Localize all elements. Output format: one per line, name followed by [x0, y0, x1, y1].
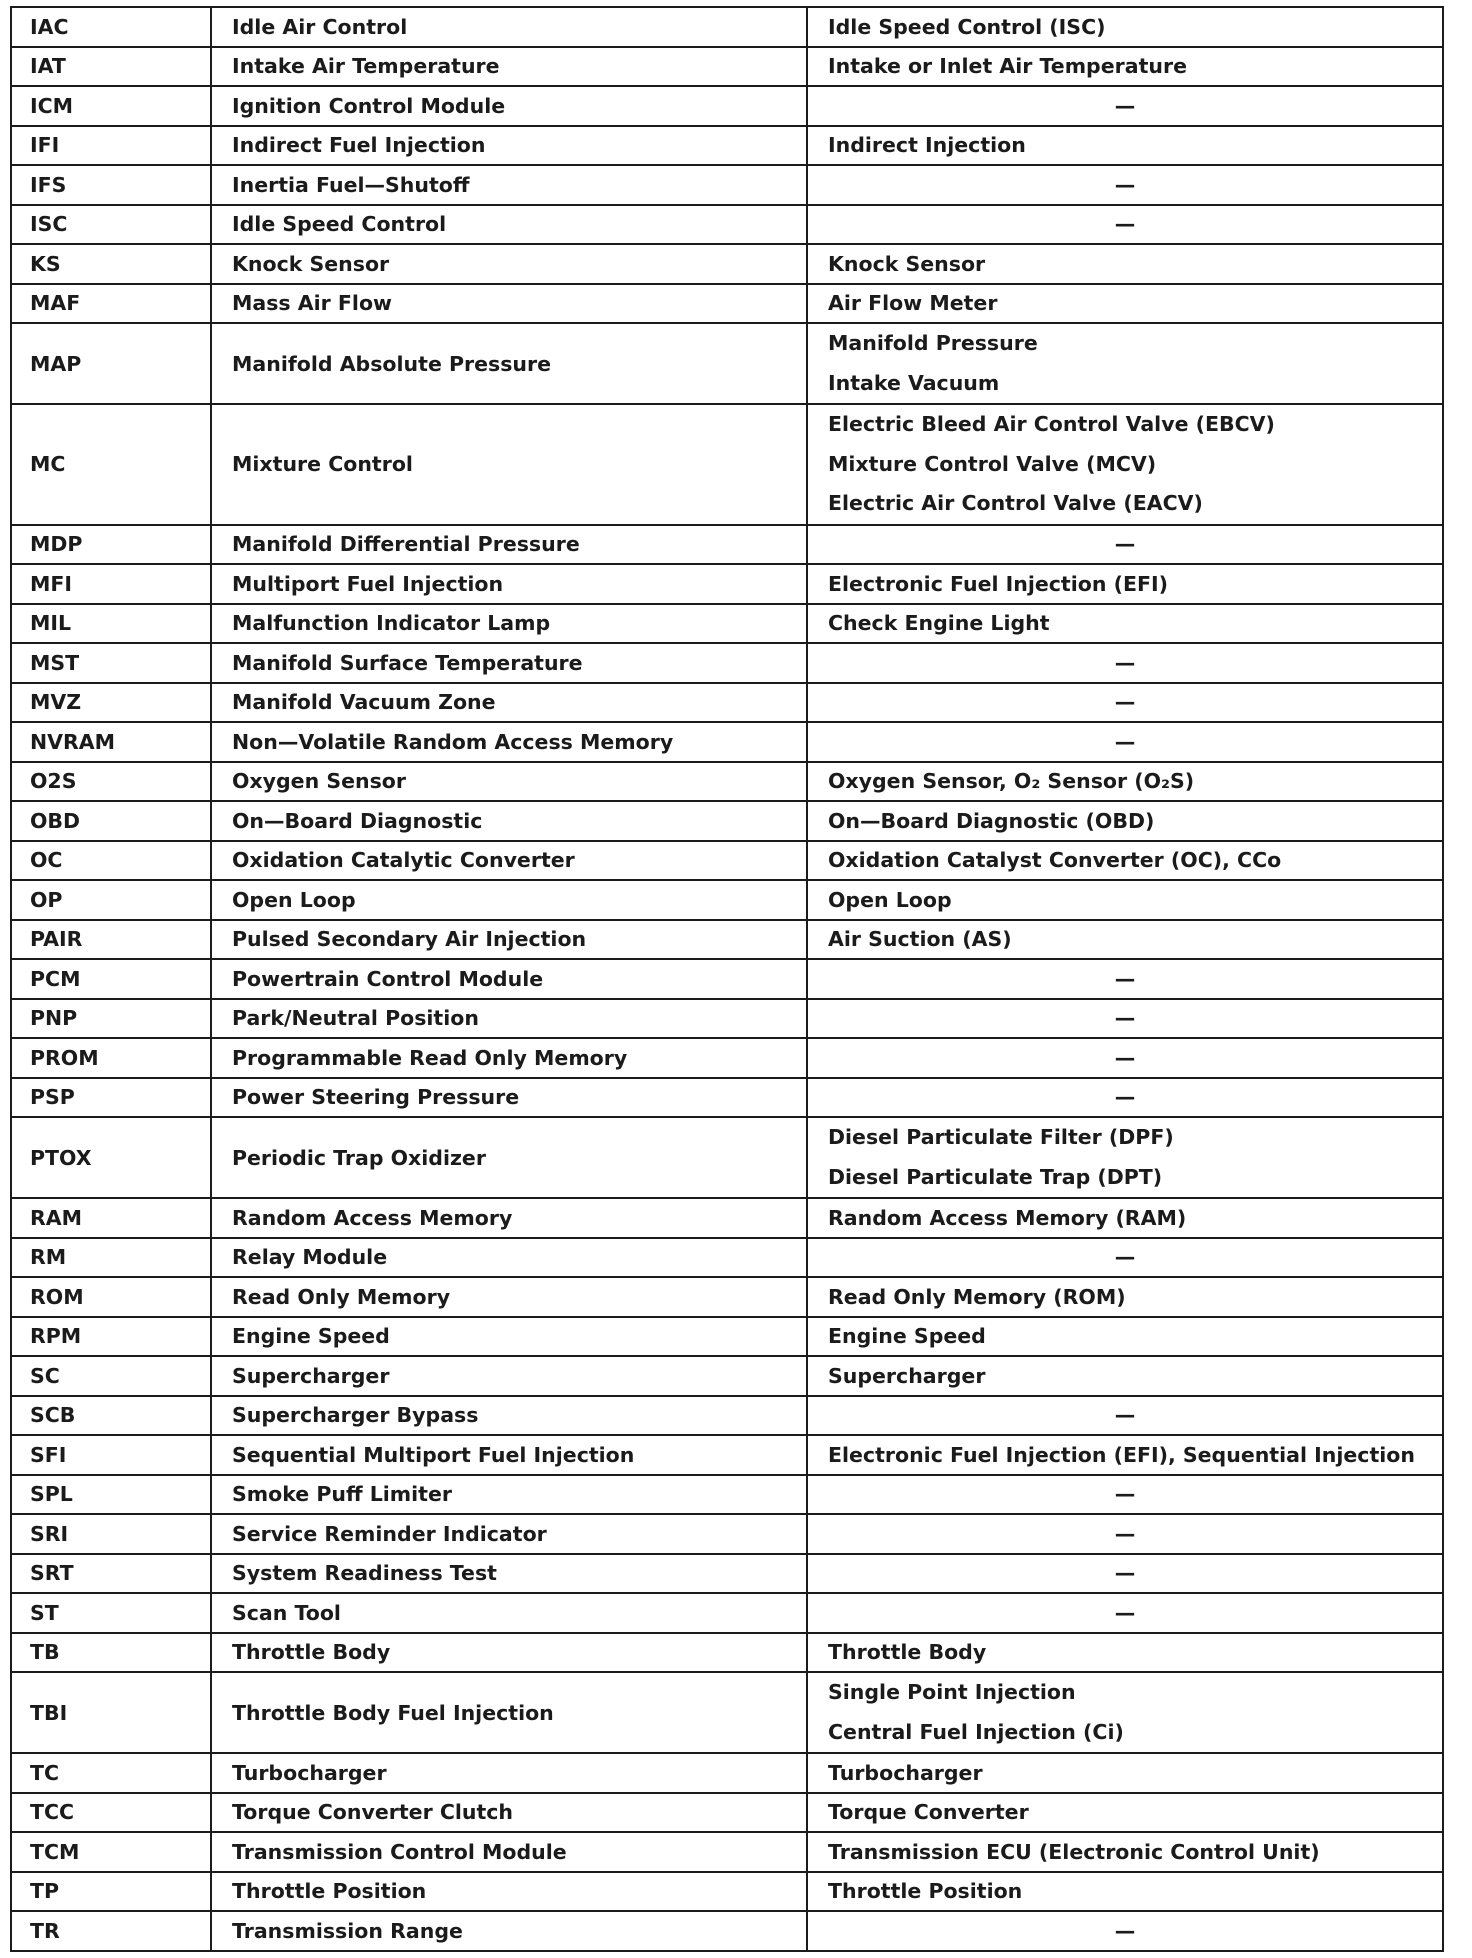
not-applicable-dash: —	[1114, 1918, 1136, 1943]
abbreviation-cell: PSP	[11, 1078, 211, 1118]
equivalent-term: Transmission ECU (Electronic Control Unit)	[828, 1839, 1320, 1864]
equivalent-term-cell	[807, 564, 1443, 604]
term-cell: Knock Sensor	[211, 244, 807, 284]
abbreviation-cell: OP	[11, 880, 211, 920]
table-row	[11, 1793, 1443, 1833]
abbreviation-cell: MFI	[11, 564, 211, 604]
table-row	[11, 604, 1443, 644]
not-applicable-dash: —	[1114, 729, 1136, 754]
term-cell: Manifold Vacuum Zone	[211, 683, 807, 723]
not-applicable-dash: —	[1114, 212, 1136, 237]
equivalent-term-cell	[807, 880, 1443, 920]
equivalent-term-cell	[807, 7, 1443, 47]
equivalent-term-cell	[807, 86, 1443, 126]
abbreviation-cell: KS	[11, 244, 211, 284]
abbreviation-cell: MVZ	[11, 683, 211, 723]
table-row	[11, 1911, 1443, 1951]
equivalent-term: Intake or Inlet Air Temperature	[828, 54, 1187, 79]
table-row	[11, 1872, 1443, 1912]
table-body	[11, 7, 1443, 1951]
table-row	[11, 1198, 1443, 1238]
equivalent-term-cell	[807, 1911, 1443, 1951]
table-row	[11, 525, 1443, 565]
term-cell: Read Only Memory	[211, 1277, 807, 1317]
equivalent-term-cell	[807, 1317, 1443, 1357]
not-applicable-dash: —	[1114, 532, 1136, 557]
term-cell: Torque Converter Clutch	[211, 1793, 807, 1833]
equivalent-term: Single Point Injection	[828, 1680, 1076, 1704]
equivalent-term-cell	[807, 1038, 1443, 1078]
term-cell: Throttle Body	[211, 1633, 807, 1673]
not-applicable-dash: —	[1114, 1482, 1136, 1507]
not-applicable-dash: —	[1114, 690, 1136, 715]
table-row	[11, 1238, 1443, 1278]
term-cell: Intake Air Temperature	[211, 47, 807, 87]
term-cell: Idle Speed Control	[211, 205, 807, 245]
table-row	[11, 1672, 1443, 1753]
equivalent-term-cell	[807, 999, 1443, 1039]
not-applicable-dash: —	[1114, 650, 1136, 675]
term-cell: Transmission Range	[211, 1911, 807, 1951]
equivalent-term-cell	[807, 1356, 1443, 1396]
abbreviation-cell: TC	[11, 1753, 211, 1793]
abbreviation-cell: TCC	[11, 1793, 211, 1833]
equivalent-term-cell	[807, 1832, 1443, 1872]
abbreviation-cell: PTOX	[11, 1117, 211, 1198]
table-row	[11, 722, 1443, 762]
equivalent-term: Oxygen Sensor, O₂ Sensor (O₂S)	[828, 769, 1195, 794]
table-row	[11, 7, 1443, 47]
term-cell: Inertia Fuel—Shutoff	[211, 165, 807, 205]
not-applicable-dash: —	[1114, 1085, 1136, 1110]
table-row	[11, 1475, 1443, 1515]
term-cell: Manifold Surface Temperature	[211, 643, 807, 683]
abbreviation-cell: MAP	[11, 323, 211, 404]
equivalent-term: Supercharger	[828, 1363, 986, 1388]
equivalent-term-cell	[807, 1753, 1443, 1793]
abbreviation-cell: MST	[11, 643, 211, 683]
table-row	[11, 205, 1443, 245]
term-cell: Scan Tool	[211, 1593, 807, 1633]
equivalent-term-cell	[807, 1633, 1443, 1673]
table-row	[11, 1753, 1443, 1793]
equivalent-term-cell	[807, 1277, 1443, 1317]
term-cell: Relay Module	[211, 1238, 807, 1278]
equivalent-term-cell	[807, 1554, 1443, 1594]
equivalent-term-cell	[807, 525, 1443, 565]
term-cell: Pulsed Secondary Air Injection	[211, 920, 807, 960]
equivalent-term-cell	[807, 1593, 1443, 1633]
abbreviation-cell: SRT	[11, 1554, 211, 1594]
equivalent-term: Throttle Position	[828, 1879, 1023, 1904]
term-cell: Programmable Read Only Memory	[211, 1038, 807, 1078]
table-row	[11, 404, 1443, 525]
term-cell: Supercharger	[211, 1356, 807, 1396]
equivalent-term-cell	[807, 404, 1443, 525]
abbreviation-cell: RM	[11, 1238, 211, 1278]
equivalent-term: Electric Bleed Air Control Valve (EBCV)	[828, 412, 1275, 436]
equivalent-term: Throttle Body	[828, 1640, 987, 1665]
equivalent-term: Intake Vacuum	[828, 370, 1000, 395]
equivalent-term: Diesel Particulate Filter (DPF)	[828, 1125, 1174, 1149]
table-row	[11, 1832, 1443, 1872]
term-cell: Random Access Memory	[211, 1198, 807, 1238]
equivalent-term: On—Board Diagnostic (OBD)	[828, 808, 1155, 833]
equivalent-term-cell	[807, 959, 1443, 999]
term-cell: Ignition Control Module	[211, 86, 807, 126]
equivalent-term: Open Loop	[828, 887, 952, 912]
equivalent-term-cell	[807, 205, 1443, 245]
equivalent-term-cell	[807, 722, 1443, 762]
abbreviation-cell: MIL	[11, 604, 211, 644]
not-applicable-dash: —	[1114, 1006, 1136, 1031]
table-row	[11, 1356, 1443, 1396]
term-cell: Sequential Multiport Fuel Injection	[211, 1435, 807, 1475]
term-cell: Idle Air Control	[211, 7, 807, 47]
equivalent-term-cell	[807, 604, 1443, 644]
term-cell: Supercharger Bypass	[211, 1396, 807, 1436]
not-applicable-dash: —	[1114, 172, 1136, 197]
equivalent-term-cell	[807, 841, 1443, 881]
abbreviation-cell: MC	[11, 404, 211, 525]
equivalent-term-cell	[807, 1396, 1443, 1436]
term-cell: Multiport Fuel Injection	[211, 564, 807, 604]
table-row	[11, 1435, 1443, 1475]
abbreviations-sheet	[10, 6, 1442, 1952]
table-row	[11, 1317, 1443, 1357]
term-cell: Oxidation Catalytic Converter	[211, 841, 807, 881]
equivalent-term: Mixture Control Valve (MCV)	[828, 451, 1157, 476]
abbreviation-cell: TP	[11, 1872, 211, 1912]
abbreviation-cell: OC	[11, 841, 211, 881]
table-row	[11, 1554, 1443, 1594]
equivalent-term: Air Suction (AS)	[828, 927, 1012, 952]
equivalent-term-cell	[807, 683, 1443, 723]
not-applicable-dash: —	[1114, 1045, 1136, 1070]
equivalent-term-cell	[807, 47, 1443, 87]
equivalent-term-cell	[807, 1117, 1443, 1198]
term-cell: System Readiness Test	[211, 1554, 807, 1594]
abbreviation-cell: SCB	[11, 1396, 211, 1436]
term-cell: Powertrain Control Module	[211, 959, 807, 999]
abbreviation-cell: TR	[11, 1911, 211, 1951]
equivalent-term-cell	[807, 1514, 1443, 1554]
abbreviation-cell: SPL	[11, 1475, 211, 1515]
equivalent-term: Electronic Fuel Injection (EFI), Sequential Injection	[828, 1442, 1415, 1467]
term-cell: Non—Volatile Random Access Memory	[211, 722, 807, 762]
abbreviation-cell: SFI	[11, 1435, 211, 1475]
term-cell: Throttle Position	[211, 1872, 807, 1912]
term-cell: Transmission Control Module	[211, 1832, 807, 1872]
abbreviation-cell: PROM	[11, 1038, 211, 1078]
term-cell: Manifold Differential Pressure	[211, 525, 807, 565]
term-cell: Service Reminder Indicator	[211, 1514, 807, 1554]
abbreviation-cell: PAIR	[11, 920, 211, 960]
table-row	[11, 920, 1443, 960]
term-cell: Mixture Control	[211, 404, 807, 525]
abbreviation-cell: IAT	[11, 47, 211, 87]
term-cell: Mass Air Flow	[211, 284, 807, 324]
equivalent-term: Central Fuel Injection (Ci)	[828, 1719, 1124, 1744]
equivalent-term: Idle Speed Control (ISC)	[828, 14, 1106, 39]
equivalent-term-cell	[807, 1198, 1443, 1238]
table-row	[11, 959, 1443, 999]
table-row	[11, 564, 1443, 604]
equivalent-term: Electronic Fuel Injection (EFI)	[828, 571, 1168, 596]
not-applicable-dash: —	[1114, 1521, 1136, 1546]
table-row	[11, 1277, 1443, 1317]
term-cell: Engine Speed	[211, 1317, 807, 1357]
not-applicable-dash: —	[1114, 966, 1136, 991]
table-row	[11, 1514, 1443, 1554]
equivalent-term-cell	[807, 126, 1443, 166]
table-row	[11, 1396, 1443, 1436]
table-row	[11, 1633, 1443, 1673]
abbreviation-cell: IFI	[11, 126, 211, 166]
abbreviation-cell: ISC	[11, 205, 211, 245]
abbreviations-table	[10, 6, 1444, 1952]
term-cell: Oxygen Sensor	[211, 762, 807, 802]
table-row	[11, 1078, 1443, 1118]
table-row	[11, 1038, 1443, 1078]
not-applicable-dash: —	[1114, 1403, 1136, 1428]
term-cell: Indirect Fuel Injection	[211, 126, 807, 166]
term-cell: Throttle Body Fuel Injection	[211, 1672, 807, 1753]
term-cell: Periodic Trap Oxidizer	[211, 1117, 807, 1198]
table-row	[11, 1117, 1443, 1198]
term-cell: Park/Neutral Position	[211, 999, 807, 1039]
abbreviation-cell: MDP	[11, 525, 211, 565]
abbreviation-cell: SRI	[11, 1514, 211, 1554]
table-row	[11, 643, 1443, 683]
table-row	[11, 323, 1443, 404]
equivalent-term: Electric Air Control Valve (EACV)	[828, 491, 1203, 515]
equivalent-term: Diesel Particulate Trap (DPT)	[828, 1164, 1163, 1189]
equivalent-term: Random Access Memory (RAM)	[828, 1205, 1187, 1230]
equivalent-term-cell	[807, 801, 1443, 841]
abbreviation-cell: ST	[11, 1593, 211, 1633]
abbreviation-cell: OBD	[11, 801, 211, 841]
abbreviation-cell: PNP	[11, 999, 211, 1039]
table-row	[11, 86, 1443, 126]
table-row	[11, 683, 1443, 723]
table-row	[11, 244, 1443, 284]
equivalent-term-cell	[807, 1435, 1443, 1475]
equivalent-term-cell	[807, 284, 1443, 324]
table-row	[11, 999, 1443, 1039]
equivalent-term-cell	[807, 1672, 1443, 1753]
not-applicable-dash: —	[1114, 1245, 1136, 1270]
abbreviation-cell: TB	[11, 1633, 211, 1673]
term-cell: Malfunction Indicator Lamp	[211, 604, 807, 644]
abbreviation-cell: RPM	[11, 1317, 211, 1357]
abbreviation-cell: ICM	[11, 86, 211, 126]
equivalent-term: Check Engine Light	[828, 611, 1050, 636]
abbreviation-cell: SC	[11, 1356, 211, 1396]
equivalent-term-cell	[807, 1872, 1443, 1912]
term-cell: Smoke Puff Limiter	[211, 1475, 807, 1515]
not-applicable-dash: —	[1114, 1600, 1136, 1625]
equivalent-term: Indirect Injection	[828, 133, 1026, 158]
table-row	[11, 880, 1443, 920]
not-applicable-dash: —	[1114, 93, 1136, 118]
equivalent-term-cell	[807, 643, 1443, 683]
equivalent-term-cell	[807, 1475, 1443, 1515]
equivalent-term: Engine Speed	[828, 1324, 986, 1349]
abbreviation-cell: ROM	[11, 1277, 211, 1317]
equivalent-term: Manifold Pressure	[828, 331, 1038, 355]
equivalent-term-cell	[807, 1238, 1443, 1278]
abbreviation-cell: NVRAM	[11, 722, 211, 762]
equivalent-term-cell	[807, 165, 1443, 205]
abbreviation-cell: MAF	[11, 284, 211, 324]
term-cell: Power Steering Pressure	[211, 1078, 807, 1118]
equivalent-term: Torque Converter	[828, 1800, 1029, 1825]
term-cell: Open Loop	[211, 880, 807, 920]
equivalent-term-cell	[807, 920, 1443, 960]
equivalent-term: Turbocharger	[828, 1760, 983, 1785]
equivalent-term-cell	[807, 323, 1443, 404]
equivalent-term: Oxidation Catalyst Converter (OC), CCo	[828, 848, 1282, 873]
table-row	[11, 126, 1443, 166]
table-row	[11, 801, 1443, 841]
term-cell: Turbocharger	[211, 1753, 807, 1793]
equivalent-term: Air Flow Meter	[828, 291, 998, 316]
table-row	[11, 284, 1443, 324]
equivalent-term-cell	[807, 1078, 1443, 1118]
table-row	[11, 47, 1443, 87]
abbreviation-cell: TBI	[11, 1672, 211, 1753]
abbreviation-cell: IFS	[11, 165, 211, 205]
equivalent-term-cell	[807, 1793, 1443, 1833]
table-row	[11, 165, 1443, 205]
abbreviation-cell: PCM	[11, 959, 211, 999]
equivalent-term: Knock Sensor	[828, 251, 986, 276]
table-row	[11, 1593, 1443, 1633]
equivalent-term-cell	[807, 762, 1443, 802]
table-row	[11, 841, 1443, 881]
equivalent-term: Read Only Memory (ROM)	[828, 1284, 1126, 1309]
abbreviation-cell: O2S	[11, 762, 211, 802]
equivalent-term-cell	[807, 244, 1443, 284]
not-applicable-dash: —	[1114, 1561, 1136, 1586]
abbreviation-cell: RAM	[11, 1198, 211, 1238]
abbreviation-cell: IAC	[11, 7, 211, 47]
term-cell: On—Board Diagnostic	[211, 801, 807, 841]
table-row	[11, 762, 1443, 802]
term-cell: Manifold Absolute Pressure	[211, 323, 807, 404]
abbreviation-cell: TCM	[11, 1832, 211, 1872]
